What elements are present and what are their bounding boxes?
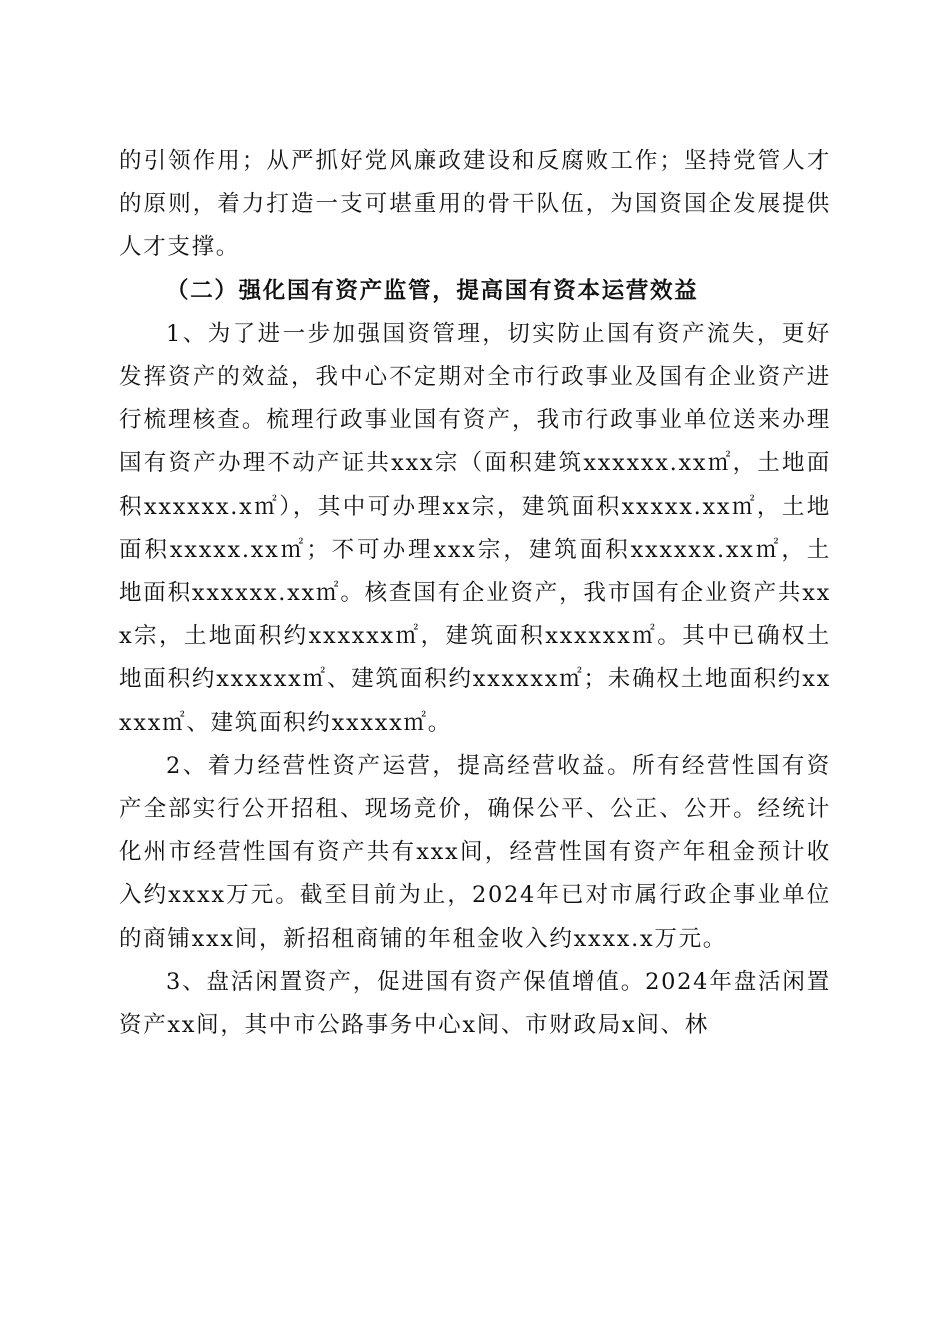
paragraph-continuation: 的引领作用；从严抓好党风廉政建设和反腐败工作；坚持党管人才的原则，着力打造一支可堪重用的骨干队伍，为国资国企发展提供人才支撑。	[119, 148, 831, 261]
section-heading: （二）强化国有资产监管，提高国有资本运营效益	[166, 277, 699, 304]
paragraph-item-2: 2、着力经营性资产运营，提高经营收益。所有经营性国有资产全部实行公开招租、现场竞价，确保公平、公正、公开。经统计化州市经营性国有资产共有xxx间，经营性国有资产年租金预计收入约xxxx万元。截至目前为止，2024年已对市属行政企事业单位的商铺xxx间，新招租商铺的年租金收入约xxxx.x万元。	[119, 752, 831, 952]
document-page	[119, 140, 831, 1047]
paragraph-item-1: 1、为了进一步加强国资管理，切实防止国有资产流失，更好发挥资产的效益，我中心不定期对全市行政事业及国有企业资产进行梳理核查。梳理行政事业国有资产，我市行政事业单位送来办理国有资产办理不动产证共xxx宗（面积建筑xxxxxx.xx㎡，土地面积xxxxxx.x㎡），其中可办理xx宗，建筑面积xxxxx.xx㎡，土地面积xxxxx.xx㎡；不可办理xxx宗，建筑面积xxxxxx.xx㎡，土地面积xxxxxx.xx㎡。核查国有企业资产，我市国有企业资产共xxx宗，土地面积约xxxxxx㎡，建筑面积xxxxxx㎡。其中已确权土地面积约xxxxxx㎡、建筑面积约xxxxxx㎡；未确权土地面积约xxxxx㎡、建筑面积约xxxxx㎡。	[119, 320, 831, 736]
paragraph-item-3: 3、盘活闲置资产，促进国有资产保值增值。2024年盘活闲置资产xx间，其中市公路事务中心x间、市财政局x间、林	[119, 968, 831, 1039]
